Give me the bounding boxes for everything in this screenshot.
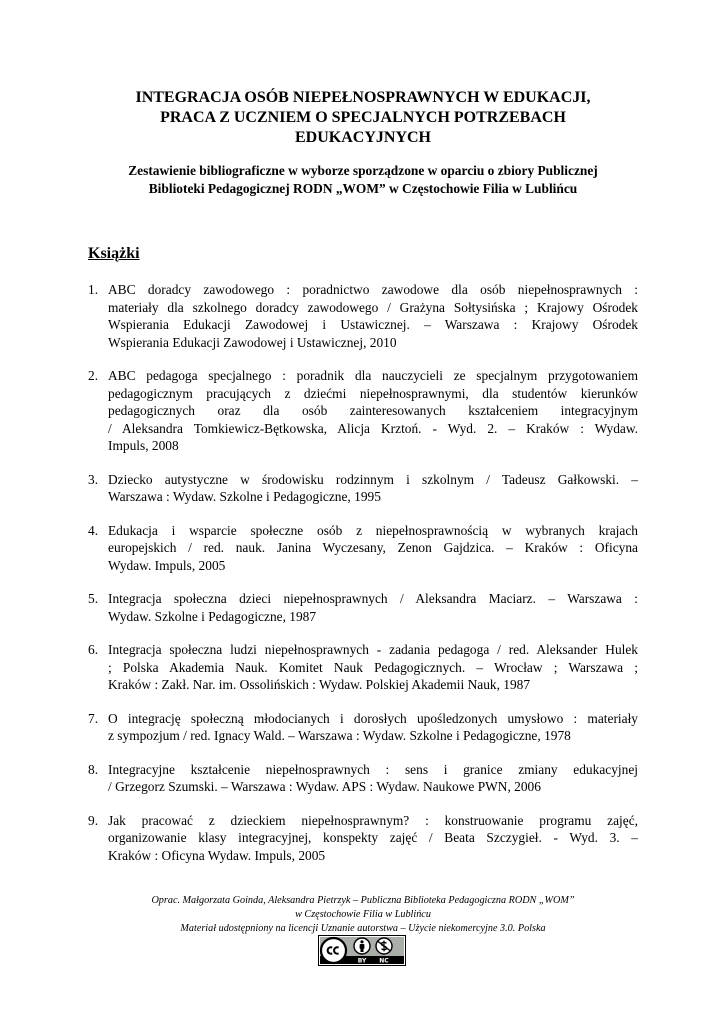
entry-line: Integracja społeczna dzieci niepełnosprawnych / Aleksandra Maciarz. – Warszawa : [108, 591, 638, 606]
entry-line: Warszawa : Wydaw. Szkolne i Pedagogiczne, 1995 [108, 489, 381, 504]
entry-number: 7. [88, 710, 99, 726]
entry-line: Integracja społeczna ludzi niepełnosprawnych - zadania pedagoga / red. Aleksander Hulek [108, 642, 638, 657]
entry-number: 3. [88, 471, 99, 487]
subtitle-line: Zestawienie bibliograficzne w wyborze sporządzone w oparciu o zbiory Publicznej [128, 163, 598, 178]
title-line: EDUKACYJNYCH [295, 129, 431, 146]
subtitle-line: Biblioteki Pedagogicznej RODN „WOM” w Częstochowie Filia w Lublińcu [148, 181, 578, 196]
document-title [88, 88, 638, 148]
entry-line: pedagogicznych oraz dla osób zainteresowanych kształceniem integracyjnym [108, 403, 638, 418]
bibliography-entry [88, 471, 638, 506]
entry-line: Integracyjne kształcenie niepełnosprawnych : sens i granice zmiany edukacyjnej [108, 761, 638, 777]
entry-line: Dziecko autystyczne w środowisku rodzinnym i szkolnym / Tadeusz Gałkowski. – [108, 471, 638, 487]
entry-line: / Grzegorz Szumski. – Warszawa : Wydaw. APS : Wydaw. Naukowe PWN, 2006 [108, 779, 541, 794]
entry-line: Edukacja i wsparcie społeczne osób z niepełnosprawnością w wybranych krajach [108, 522, 638, 538]
entry-line: ABC pedagoga specjalnego : poradnik dla nauczycieli ze specjalnym przygotowaniem [108, 368, 638, 383]
bibliography-entry [88, 761, 638, 796]
section-heading-books: Książki [88, 245, 140, 262]
license-label-nc: NC [379, 957, 389, 965]
bibliography-entry [88, 812, 638, 865]
entry-line: Wydaw. Szkolne i Pedagogiczne, 1987 [108, 608, 317, 624]
footer-line: w Częstochowie Filia w Lublińcu [295, 909, 431, 920]
footer-line: Materiał udostępniony na licencji Uznanie autorstwa – Użycie niekomercyjne 3.0. Polska [180, 923, 546, 934]
entry-line: Wspierania Edukacji Zawodowej i Ustawicznej. – Warszawa : Krajowy Ośrodek [108, 317, 638, 332]
bibliography-entry [88, 281, 638, 351]
title-line: INTEGRACJA OSÓB NIEPEŁNOSPRAWNYCH W EDUKACJI, [135, 89, 591, 106]
entry-line: Impuls, 2008 [108, 438, 179, 453]
entry-number: 5. [88, 591, 99, 606]
footer-line: Oprac. Małgorzata Goinda, Aleksandra Pietrzyk – Publiczna Biblioteka Pedagogiczna RODN „WOM” [151, 895, 575, 906]
entry-line: pedagogicznym pracujących z dziećmi niepełnosprawnymi, dla studentów kierunków [108, 385, 638, 401]
entry-number: 9. [88, 812, 99, 828]
entry-number: 4. [88, 522, 99, 538]
document-subtitle [88, 162, 638, 198]
bibliography-list [88, 281, 638, 880]
entry-line: z sympozjum / red. Ignacy Wald. – Warszawa : Wydaw. Szkolne i Pedagogiczne, 1978 [108, 728, 571, 743]
bibliography-entry [88, 522, 638, 575]
bibliography-entry [88, 590, 638, 625]
bibliography-entry [88, 367, 638, 455]
entry-number: 2. [88, 368, 99, 383]
entry-number: 6. [88, 642, 99, 657]
entry-line: ; Polska Akademia Nauk. Komitet Nauk Pedagogicznych. – Wrocław ; Warszawa ; [108, 659, 638, 675]
entry-line: Wydaw. Impuls, 2005 [108, 557, 226, 573]
title-line: PRACA Z UCZNIEM O SPECJALNYCH POTRZEBACH [160, 109, 566, 126]
entry-number: 8. [88, 761, 99, 777]
cc-by-nc-icon[interactable] [318, 935, 406, 966]
entry-line: Wspierania Edukacji Zawodowej i Ustawicznej, 2010 [108, 334, 397, 350]
entry-line: europejskich / red. nauk. Janina Wyczesany, Zenon Gajdzica. – Kraków : Oficyna [108, 540, 638, 555]
entry-line: organizowanie klasy integracyjnej, konspekty zajęć / Beata Szczygieł. - Wyd. 3. – [108, 830, 638, 845]
entry-line: / Aleksandra Tomkiewicz-Bętkowska, Alicja Krztoń. - Wyd. 2. – Kraków : Wydaw. [108, 420, 638, 436]
entry-line: Jak pracować z dzieckiem niepełnosprawnym? : konstruowanie programu zajęć, [108, 812, 638, 828]
entry-line: ABC doradcy zawodowego : poradnictwo zawodowe dla osób niepełnosprawnych : [108, 282, 638, 297]
entry-line: Kraków : Oficyna Wydaw. Impuls, 2005 [108, 847, 326, 863]
page-footer [88, 894, 638, 936]
bibliography-entry [88, 710, 638, 745]
entry-line: O integrację społeczną młodocianych i dorosłych upośledzonych umysłowo : materiały [108, 710, 638, 726]
entry-line: Kraków : Zakł. Nar. im. Ossolińskich : Wydaw. Polskiej Akademii Nauk, 1987 [108, 677, 531, 692]
entry-line: materiały dla szkolnego doradcy zawodowego / Grażyna Sołtysińska ; Krajowy Ośrodek [108, 299, 638, 315]
license-label-by: BY [357, 957, 367, 965]
bibliography-entry [88, 641, 638, 694]
entry-number: 1. [88, 282, 99, 297]
